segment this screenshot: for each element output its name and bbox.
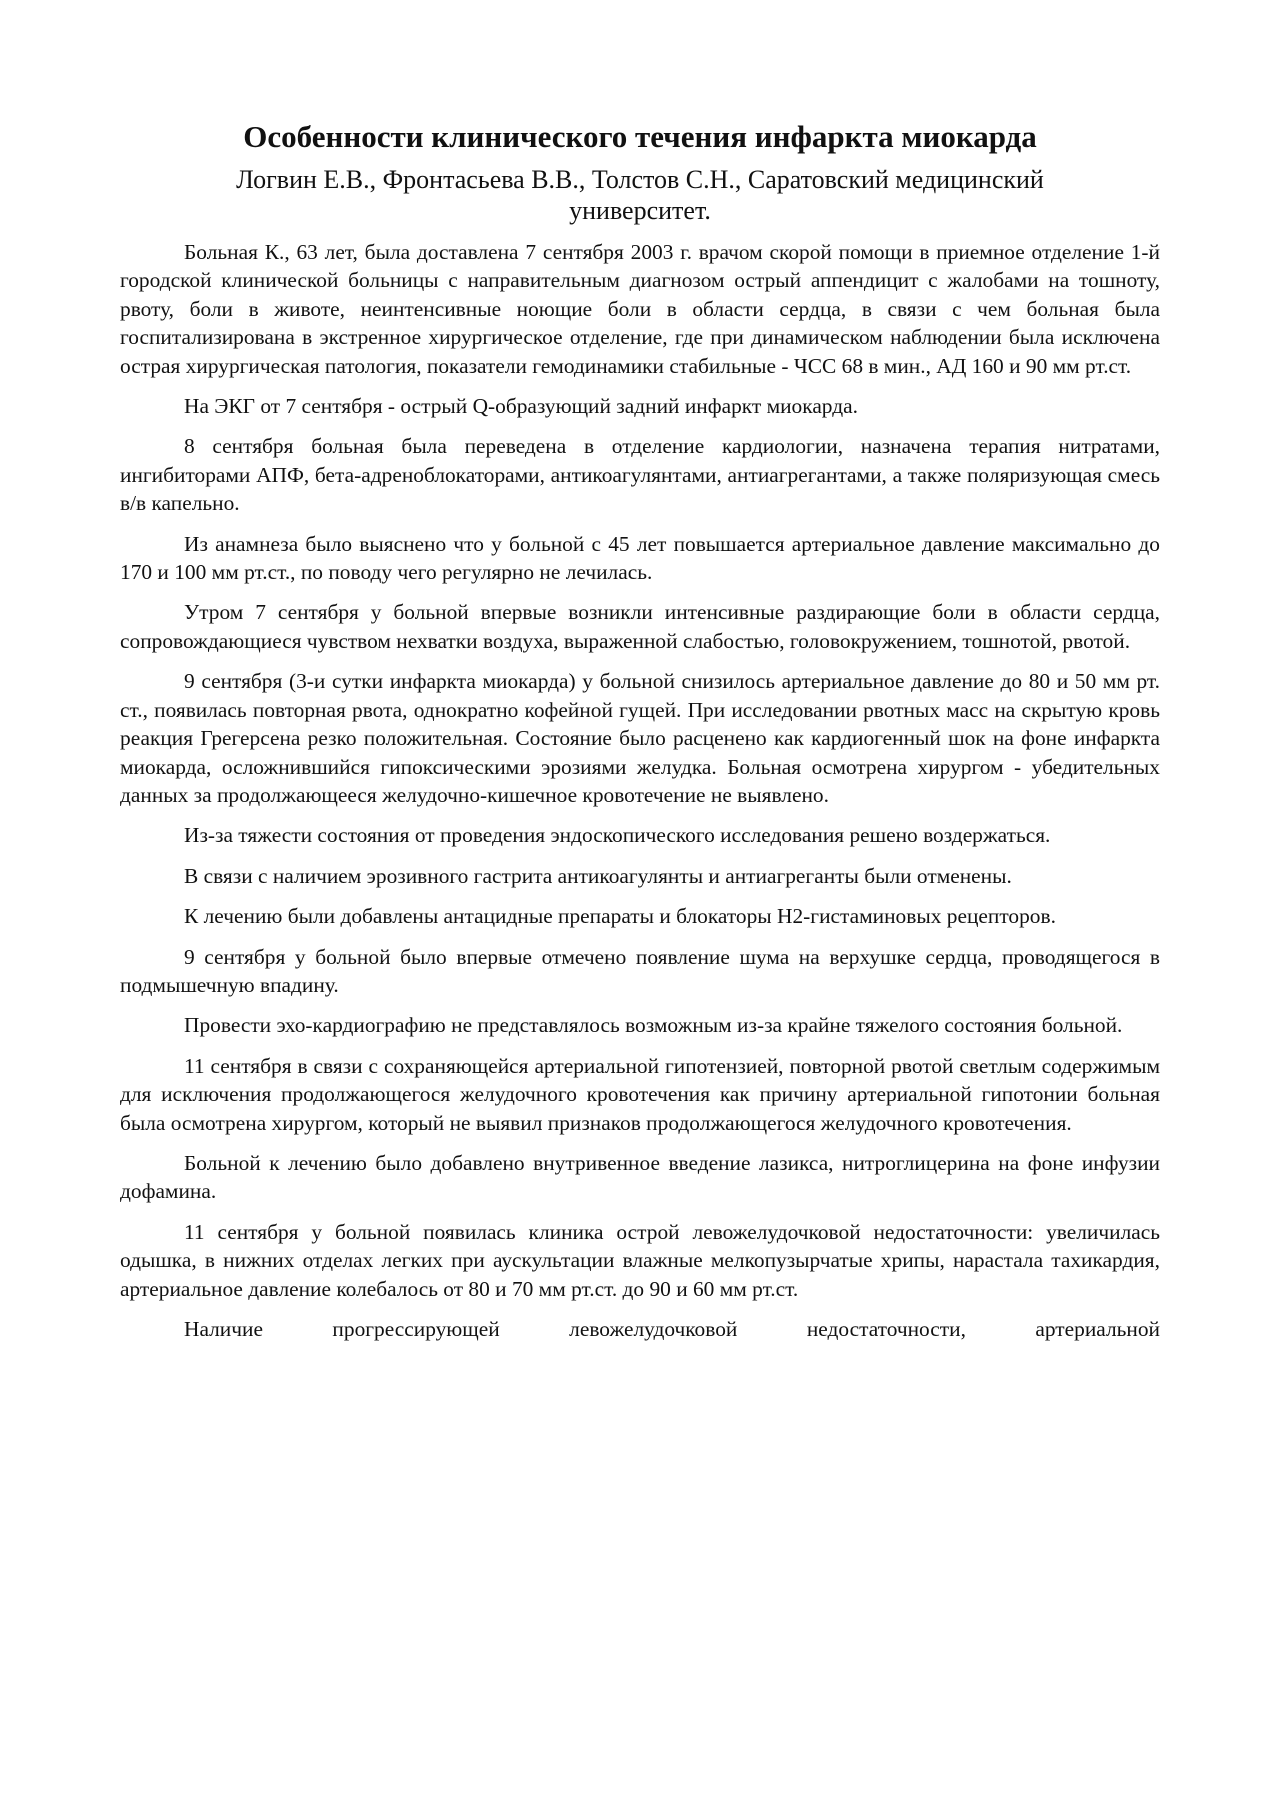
paragraph: 9 сентября у больной было впервые отмечено появление шума на верхушке сердца, проводящегося в подмышечную впадину.: [120, 944, 1160, 997]
paragraph: 11 сентября у больной появилась клиника острой левожелудочковой недостаточности: увеличилась одышка, в нижних отделах легких при аускультации влажные мелкопузырчатые хрипы, нарастала тахикардия, артериальное давление колебалось от 80 и 70 мм рт.ст. до 90 и 60 мм рт.ст.: [120, 1219, 1160, 1301]
paragraph: 11 сентября в связи с сохраняющейся артериальной гипотензией, повторной рвотой светлым содержимым для исключения продолжающегося желудочного кровотечения как причину артериальной гипотонии больная была осмотрена хирургом, который не выявил признаков продолжающегося желудочного кровотечения.: [120, 1053, 1160, 1135]
paragraph: На ЭКГ от 7 сентября - острый Q-образующий задний инфаркт миокарда.: [184, 394, 858, 419]
document-page: [120, 118, 1160, 1343]
document-authors: Логвин Е.В., Фронтасьева В.В., Толстов С.Н., Саратовский медицинский университет.: [236, 165, 1044, 225]
paragraph: Провести эхо-кардиографию не представлялось возможным из-за крайне тяжелого состояния больной.: [184, 1013, 1123, 1038]
paragraph: Утром 7 сентября у больной впервые возникли интенсивные раздирающие боли в области сердца, сопровождающиеся чувством нехватки воздуха, выраженной слабостью, головокружением, тошнотой, рвотой.: [120, 600, 1160, 653]
paragraph: Из анамнеза было выяснено что у больной с 45 лет повышается артериальное давление максимально до 170 и 100 мм рт.ст., по поводу чего регулярно не лечилась.: [120, 531, 1160, 585]
document-title: Особенности клинического течения инфаркта миокарда: [243, 119, 1037, 154]
paragraph: 9 сентября (3-и сутки инфаркта миокарда) у больной снизилось артериальное давление до 80 и 50 мм рт. ст., появилась повторная рвота, однократно кофейной гущей. При исследовании рвотных масс на скрытую кровь реакция Грегерсена резко положительная. Состояние было расценено как кардиогенный шок на фоне инфаркта миокарда, осложнившийся гипоксическими эрозиями желудка. Больная осмотрена хирургом - убедительных данных за продолжающееся желудочно-кишечное кровотечение не выявлено.: [120, 669, 1160, 807]
paragraph: Больная К., 63 лет, была доставлена 7 сентября 2003 г. врачом скорой помощи в приемное отделение 1-й городской клинической больницы с направительным диагнозом острый аппендицит с жалобами на тошноту, рвоту, боли в животе, неинтенсивные ноющие боли в области сердца, в связи с чем больная была госпитализирована в экстренное хирургическое отделение, где при динамическом наблюдении была исключена острая хирургическая патология, показатели гемодинамики стабильные - ЧСС 68 в мин., АД 160 и 90 мм рт.ст.: [120, 240, 1160, 378]
paragraph: К лечению были добавлены антацидные препараты и блокаторы Н2-гистаминовых рецепторов.: [184, 904, 1056, 929]
paragraph: Больной к лечению было добавлено внутривенное введение лазикса, нитроглицерина на фоне инфузии дофамина.: [120, 1150, 1160, 1204]
paragraph: 8 сентября больная была переведена в отделение кардиологии, назначена терапия нитратами, ингибиторами АПФ, бета-адреноблокаторами, антикоагулянтами, антиагрегантами, а также поляризующая смесь в/в капельно.: [120, 434, 1160, 516]
paragraph-continued: Наличие прогрессирующей левожелудочковой недостаточности, артериальной: [184, 1317, 1160, 1341]
paragraph: Из-за тяжести состояния от проведения эндоскопического исследования решено воздержаться.: [184, 823, 1051, 848]
paragraph: В связи с наличием эрозивного гастрита антикоагулянты и антиагреганты были отменены.: [184, 863, 1012, 888]
